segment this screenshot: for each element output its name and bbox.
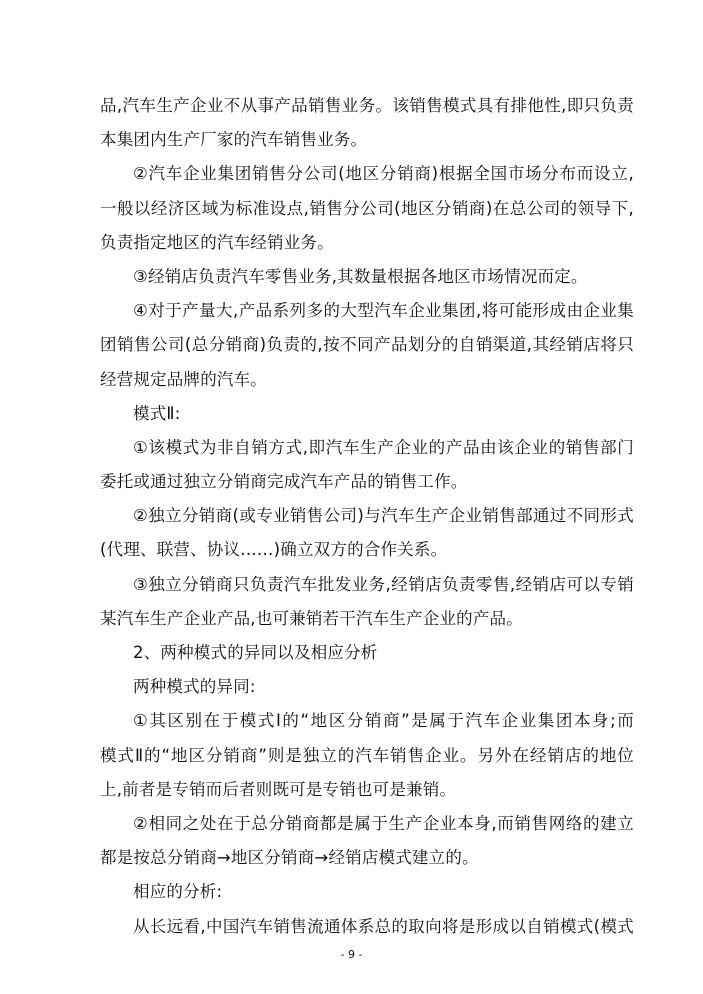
- text-line: 某汽车生产企业产品,也可兼销若干汽车生产企业的产品。: [100, 608, 523, 628]
- text-line: ①该模式为非自销方式,即汽车生产企业的产品由该企业的销售部门: [133, 437, 634, 457]
- subsection-heading: 两种模式的异同:: [133, 677, 256, 697]
- subsection-heading: 相应的分析:: [133, 882, 223, 902]
- text-line: ②独立分销商(或专业销售公司)与汽车生产企业销售部通过不同形式: [133, 506, 634, 526]
- text-line: ④对于产量大,产品系列多的大型汽车企业集团,将可能形成由企业集: [133, 301, 634, 321]
- text-line: 模式Ⅱ的“地区分销商”则是独立的汽车销售企业。另外在经销店的地位: [100, 745, 634, 765]
- text-line: 经营规定品牌的汽车。: [100, 369, 267, 389]
- text-line: ③独立分销商只负责汽车批发业务,经销店负责零售,经销店可以专销: [133, 574, 634, 594]
- body-text: [100, 89, 634, 944]
- text-line: 团销售公司(总分销商)负责的,按不同产品划分的自销渠道,其经销店将只: [100, 335, 634, 355]
- section-heading: 2、两种模式的异同以及相应分析: [133, 643, 378, 662]
- text-line: ③经销店负责汽车零售业务,其数量根据各地区市场情况而定。: [133, 266, 588, 286]
- text-line: 委托或通过独立分销商完成汽车产品的销售工作。: [100, 472, 468, 492]
- page-number: - 9 -: [340, 948, 363, 961]
- text-line: ②相同之处在于总分销商都是属于生产企业本身,而销售网络的建立: [133, 813, 634, 833]
- text-line: 都是按总分销商→地区分销商→经销店模式建立的。: [100, 848, 479, 868]
- section-heading: 模式Ⅱ:: [133, 403, 181, 423]
- text-line: 品,汽车生产企业不从事产品销售业务。该销售模式具有排他性,即只负责: [100, 96, 634, 115]
- text-line: ①其区别在于模式Ⅰ的“地区分销商”是属于汽车企业集团本身;而: [133, 711, 634, 731]
- text-line: 上,前者是专销而后者则既可是专销也可是兼销。: [100, 779, 457, 799]
- text-line: 从长远看,中国汽车销售流通体系总的取向将是形成以自销模式(模式: [133, 916, 634, 936]
- text-line: 负责指定地区的汽车经销业务。: [100, 232, 334, 252]
- text-line: 一般以经济区域为标准设点,销售分公司(地区分销商)在总公司的领导下,: [100, 198, 634, 218]
- text-line: 本集团内生产厂家的汽车销售业务。: [100, 130, 368, 150]
- text-line: (代理、联营、协议……)确立双方的合作关系。: [100, 540, 448, 560]
- text-line: ②汽车企业集团销售分公司(地区分销商)根据全国市场分布而设立,: [133, 164, 634, 184]
